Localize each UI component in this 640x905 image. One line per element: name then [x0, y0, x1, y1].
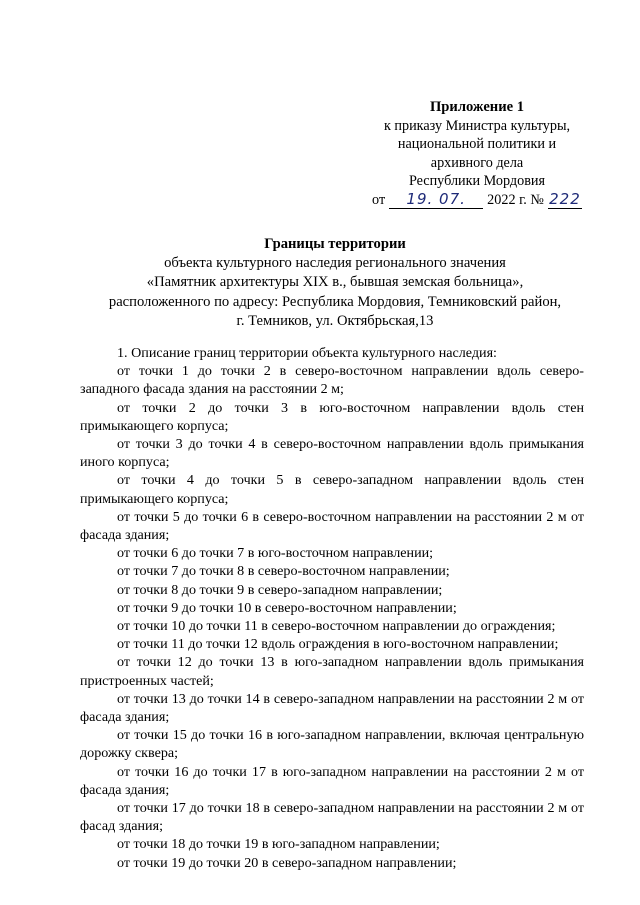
- appendix-line: архивного дела: [430, 154, 524, 171]
- handwritten-date: 19. 07.: [406, 189, 466, 208]
- date-field: [389, 189, 483, 209]
- heading-line: объекта культурного наследия регионального значения: [164, 255, 506, 272]
- appendix-line: национальной политики и: [397, 136, 557, 152]
- appendix-line: к приказу Министра культуры,: [383, 117, 571, 134]
- number-field: [548, 189, 582, 209]
- body-paragraph: от точки 6 до точки 7 в юго-восточном направлении;: [117, 545, 434, 562]
- document-body: [80, 344, 584, 872]
- body-paragraph: от точки 2 до точки 3 в юго-восточном направлении вдоль стен примыкающего корпуса;: [80, 399, 584, 434]
- body-paragraph: от точки 17 до точки 18 в северо-западном направлении на расстоянии 2 м от фасад здания;: [80, 800, 584, 835]
- body-paragraph: от точки 10 до точки 11 в северо-восточном направлении до ограждения;: [117, 618, 556, 635]
- appendix-title: Приложение 1: [429, 99, 525, 115]
- body-paragraph: от точки 4 до точки 5 в северо-западном направлении вдоль стен примыкающего корпуса;: [80, 472, 584, 507]
- body-paragraph: от точки 19 до точки 20 в северо-западном направлении;: [117, 854, 457, 871]
- body-paragraph: от точки 12 до точки 13 в юго-западном направлении вдоль примыкания пристроенных частей;: [80, 654, 584, 689]
- appendix-line: Республики Мордовия: [408, 173, 546, 189]
- body-paragraph: от точки 1 до точки 2 в северо-восточном направлении вдоль северо-западного фасада здания на расстоянии 2 м;: [80, 363, 584, 398]
- heading-line: г. Темников, ул. Октябрьская,13: [236, 312, 434, 329]
- body-paragraph: от точки 5 до точки 6 в северо-восточном направлении на расстоянии 2 м от фасада здания;: [80, 508, 584, 544]
- appendix-block: [362, 98, 592, 209]
- heading-line: «Памятник архитектуры XIX в., бывшая земская больница»,: [146, 274, 524, 291]
- body-paragraph: от точки 8 до точки 9 в северо-западном направлении;: [117, 581, 443, 598]
- body-paragraph: от точки 13 до точки 14 в северо-западном направлении на расстоянии 2 м от фасада здания;: [80, 690, 584, 726]
- body-paragraph: от точки 15 до точки 16 в юго-западном направлении, включая центральную дорожку сквера;: [80, 727, 584, 762]
- body-paragraph: от точки 11 до точки 12 вдоль ограждения в юго-восточном направлении;: [117, 636, 559, 653]
- year-number-label: 2022 г. №: [487, 191, 544, 208]
- document-heading: [80, 235, 590, 331]
- order-date-line: [362, 191, 592, 210]
- handwritten-number: 222: [549, 189, 581, 208]
- heading-line: расположенного по адресу: Республика Мордовия, Темниковский район,: [108, 293, 562, 310]
- body-paragraph: 1. Описание границ территории объекта культурного наследия:: [117, 345, 497, 361]
- body-paragraph: от точки 18 до точки 19 в юго-западном направлении;: [117, 836, 440, 853]
- body-paragraph: от точки 9 до точки 10 в северо-восточном направлении;: [117, 599, 457, 616]
- body-paragraph: от точки 7 до точки 8 в северо-восточном направлении;: [117, 563, 450, 580]
- body-paragraph: от точки 3 до точки 4 в северо-восточном направлении вдоль примыкания иного корпуса;: [80, 436, 584, 471]
- heading-title: Границы территории: [264, 236, 406, 252]
- body-paragraph: от точки 16 до точки 17 в юго-западном направлении на расстоянии 2 м от фасада здания;: [80, 763, 584, 798]
- date-prefix: от: [372, 191, 386, 208]
